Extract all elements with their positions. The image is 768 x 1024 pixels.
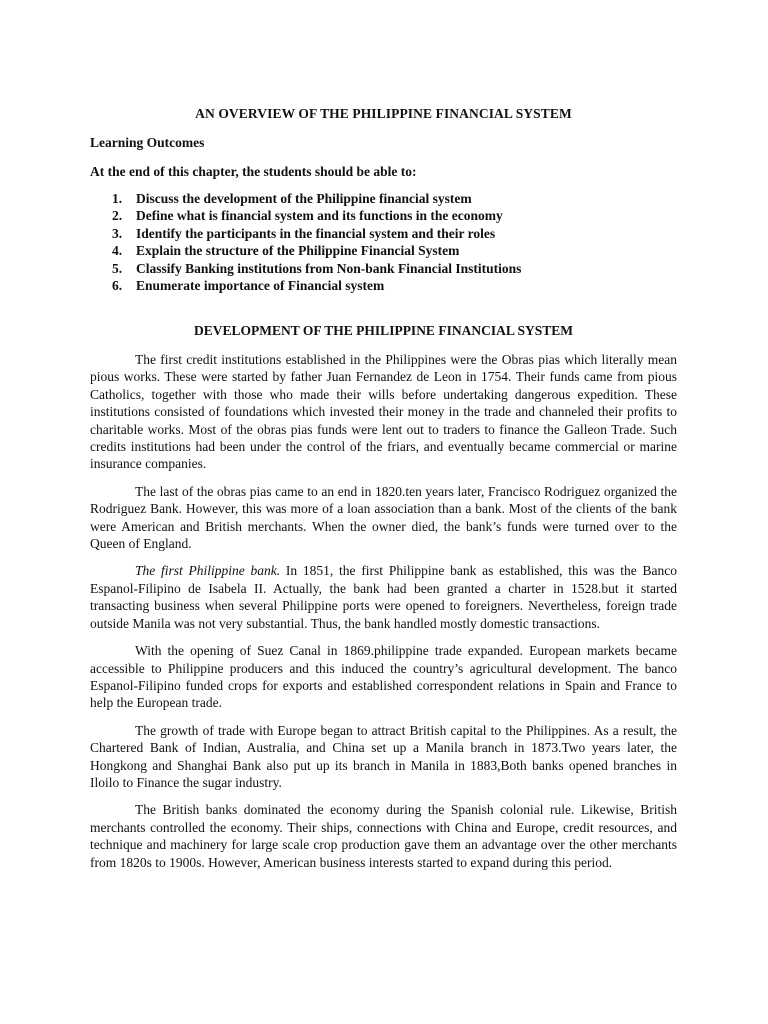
list-item — [112, 225, 521, 242]
paragraph-lead: The first Philippine bank. — [135, 563, 281, 579]
list-item — [112, 260, 521, 277]
list-item-number: 3. — [112, 225, 123, 241]
document-title: AN OVERVIEW OF THE PHILIPPINE FINANCIAL SYSTEM — [195, 106, 572, 121]
paragraph — [90, 562, 677, 632]
list-item-text: Explain the structure of the Philippine Financial System — [136, 243, 460, 259]
outcomes-intro: At the end of this chapter, the students should be able to: — [90, 164, 417, 179]
list-item-text: Enumerate importance of Financial system — [136, 278, 385, 294]
list-item — [112, 190, 521, 207]
list-item-text: Discuss the development of the Philippine financial system — [136, 191, 472, 206]
list-item-number: 5. — [112, 260, 123, 276]
paragraph-text: In 1851, the first Philippine bank as established, this was the Banco Espanol-Filipino de Isabela II. Actually, the bank had been granted a charter in 1528.but it started transacting business when several Philippine ports were opened to foreigners. Nevertheless, foreign trade outside Manila was not very substantial. Thus, the bank handled mostly domestic transactions. — [90, 563, 677, 631]
list-item — [112, 242, 521, 259]
list-item-text: Define what is financial system and its functions in the economy — [136, 208, 503, 224]
paragraph — [90, 801, 677, 871]
paragraph — [90, 483, 677, 553]
list-item-number: 1. — [112, 191, 123, 206]
list-item-text: Classify Banking institutions from Non-bank Financial Institutions — [136, 260, 522, 276]
paragraph-text: With the opening of Suez Canal in 1869.philippine trade expanded. European markets became accessible to Philippine producers and this induced the country’s agricultural development. The banco Espanol-Filipino funded crops for exports and established correspondent relations in Spain and France to help the European trade. — [90, 643, 677, 711]
list-item-number: 6. — [112, 278, 123, 294]
paragraph-text: The last of the obras pias came to an end in 1820.ten years later, Francisco Rodriguez organized the Rodriguez Bank. However, this was more of a loan association than a bank. Most of the clients of the bank were American and British merchants. When the owner died, the bank’s funds were turned over to the Queen of England. — [90, 483, 677, 552]
learning-outcomes-list — [112, 190, 521, 294]
list-item-number: 2. — [112, 208, 123, 224]
paragraph — [90, 642, 677, 712]
learning-outcomes-heading: Learning Outcomes — [90, 135, 205, 150]
paragraph-text: The first credit institutions established in the Philippines were the Obras pias which literally mean pious works. These were started by father Juan Fernandez de Leon in 1754. Their funds came from pious Catholics, together with those who made their wills before undertaking dangerous expedition. These institutions consisted of foundations which invested their money in the trade and channeled their profits to charitable works. Most of the obras pias funds were lent out to traders to finance the Galleon Trade. Such credits institutions had been under the control of the friars, and eventually became commercial or marine insurance companies. — [90, 352, 677, 472]
list-item — [112, 207, 521, 224]
document-body — [90, 351, 677, 881]
paragraph — [90, 722, 677, 792]
paragraph — [90, 351, 677, 473]
list-item-text: Identify the participants in the financial system and their roles — [136, 225, 496, 241]
section-heading: DEVELOPMENT OF THE PHILIPPINE FINANCIAL SYSTEM — [194, 323, 573, 338]
list-item — [112, 277, 521, 294]
paragraph-text: The growth of trade with Europe began to attract British capital to the Philippines. As a result, the Chartered Bank of Indian, Australia, and China set up a Manila branch in 1873.Two years later, the Hongkong and Shanghai Bank also put up its branch in Manila in 1883,Both banks opened branches in Iloilo to Finance the sugar industry. — [90, 722, 677, 790]
list-item-number: 4. — [112, 243, 123, 259]
paragraph-text: The British banks dominated the economy during the Spanish colonial rule. Likewise, British merchants controlled the economy. Their ships, connections with China and Europe, credit resources, and technique and machinery for large scale crop production gave them an advantage over the other merchants from 1820s to 1900s. However, American business interests started to expand during this period. — [90, 802, 677, 870]
